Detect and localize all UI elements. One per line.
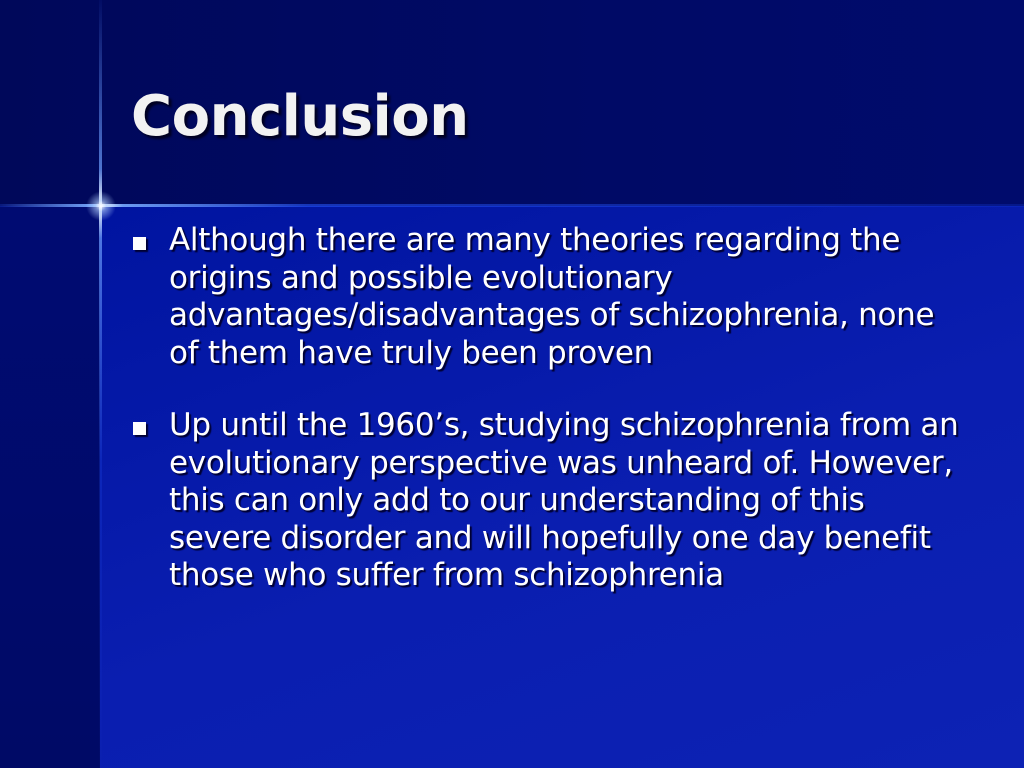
square-bullet-icon (133, 422, 146, 435)
vertical-accent-line (99, 0, 102, 768)
bullet-text: Although there are many theories regarding the origins and possible evolutionary advantages/disadvantages of schizophrenia, none of them have truly been proven (169, 222, 935, 371)
bullet-list (131, 222, 971, 630)
bullet-item (131, 222, 971, 372)
horizontal-accent-line (0, 204, 1024, 207)
left-column-panel (0, 206, 100, 768)
bullet-text: Up until the 1960’s, studying schizophrenia from an evolutionary perspective was unheard of. However, this can only add to our understanding of this severe disorder and will hopefully one day benefit those who suffer from schizophrenia (169, 407, 959, 593)
slide-title: Conclusion (131, 84, 469, 149)
square-bullet-icon (133, 237, 146, 250)
sparkle-icon (86, 191, 116, 221)
bullet-item (131, 407, 971, 595)
